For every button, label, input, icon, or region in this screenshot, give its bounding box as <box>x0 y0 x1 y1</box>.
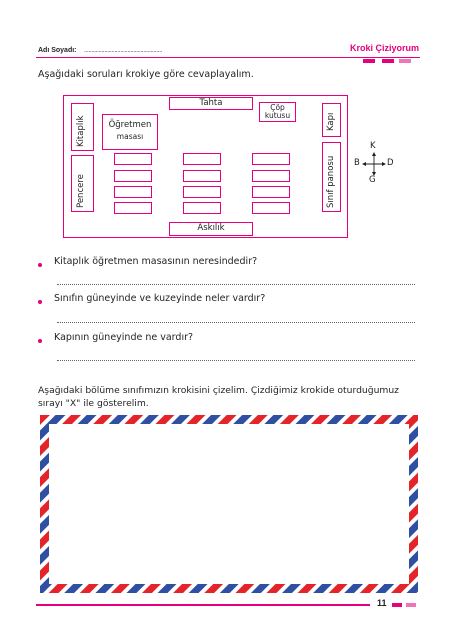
section2-heading-line2: sırayı "X" ile gösterelim. <box>38 398 149 409</box>
desk <box>114 202 152 214</box>
desk <box>252 153 290 165</box>
map-cop-label-2: kutusu <box>264 111 291 120</box>
question-1: Kitaplık öğretmen masasının neresindedir? <box>54 256 258 267</box>
section1-heading: Aşağıdaki soruları krokiye göre cevaplayalım. <box>38 69 254 80</box>
worksheet-title: Kroki Çiziyorum <box>349 43 419 53</box>
desk <box>252 170 290 182</box>
compass <box>355 142 397 186</box>
map-sinif-panosu <box>322 142 341 212</box>
map-cop-kutusu <box>259 102 296 122</box>
question-3: Kapının güneyinde ne vardır? <box>54 332 194 343</box>
desk <box>252 202 290 214</box>
map-kitaplik-label: Kitaplık <box>76 115 86 147</box>
map-cop-label-1: Çöp <box>270 103 285 112</box>
map-ogretmen-label-1: Öğretmen <box>108 120 152 130</box>
map-ogretmen-masasi <box>102 114 158 150</box>
page-number: 11 <box>377 598 387 608</box>
map-askilik <box>169 222 253 236</box>
compass-north: K <box>370 141 376 151</box>
map-kapi-label: Kapı <box>326 112 336 131</box>
desk <box>183 202 221 214</box>
section2-heading-line1: Aşağıdaki bölüme sınıfımızın krokisini çizelim. Çizdiğimiz krokide oturduğumuz <box>38 385 399 396</box>
compass-south: G <box>369 175 376 185</box>
map-sinif-panosu-label: Sınıf panosu <box>326 155 336 208</box>
footer-rule <box>36 604 370 606</box>
name-blank[interactable]: ...................................................... <box>84 47 163 54</box>
header-rule <box>36 57 420 58</box>
bullet-icon <box>38 339 42 343</box>
map-kitaplik <box>71 103 94 151</box>
desk <box>252 186 290 198</box>
map-askilik-label: Askılık <box>197 223 225 233</box>
bullet-icon <box>38 263 42 267</box>
question-2: Sınıfın güneyinde ve kuzeyinde neler vardır? <box>54 293 266 304</box>
map-ogretmen-label-2: masası <box>116 132 144 141</box>
desk <box>114 186 152 198</box>
compass-east: D <box>387 158 394 168</box>
desk <box>183 170 221 182</box>
bullet-icon <box>38 300 42 304</box>
answer-line-3[interactable] <box>57 360 415 361</box>
answer-line-1[interactable] <box>57 284 415 285</box>
desk <box>183 186 221 198</box>
map-tahta-label: Tahta <box>199 98 223 108</box>
desk <box>114 153 152 165</box>
drawing-area[interactable] <box>40 415 418 593</box>
compass-west: B <box>354 158 360 168</box>
map-tahta <box>169 97 253 110</box>
map-kapi <box>322 103 341 137</box>
map-pencere-label: Pencere <box>76 174 86 208</box>
desk <box>114 170 152 182</box>
desk <box>183 153 221 165</box>
answer-line-2[interactable] <box>57 322 415 323</box>
name-label: Adı Soyadı: <box>38 47 77 54</box>
map-pencere <box>71 155 94 212</box>
